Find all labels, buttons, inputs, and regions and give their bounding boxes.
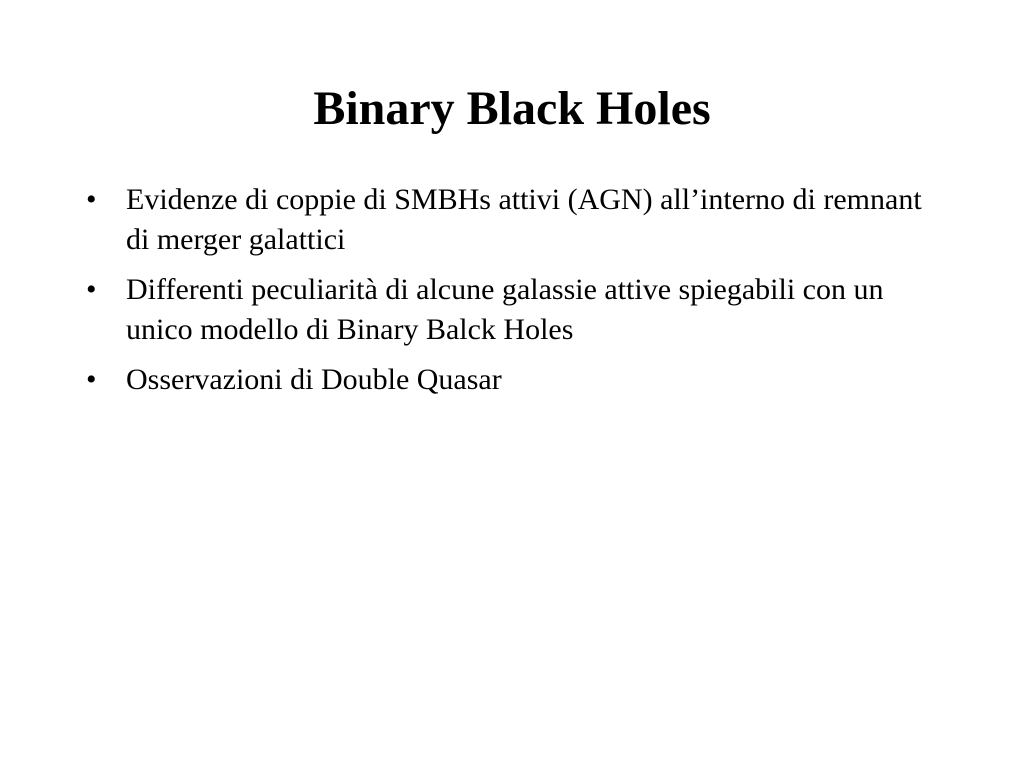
bullet-item-3 <box>84 360 924 400</box>
bullet-item-2 <box>84 270 924 350</box>
bullet-icon: • <box>86 183 97 216</box>
slide-title: Binary Black Holes <box>313 82 711 135</box>
bullet-text-2: Differenti peculiarità di alcune galassie attive spiegabili con un unico modello di Binary Balck Holes <box>126 273 884 346</box>
bullet-list <box>84 180 924 410</box>
bullet-item-1 <box>84 180 924 260</box>
bullet-icon: • <box>86 273 97 306</box>
bullet-text-1: Evidenze di coppie di SMBHs attivi (AGN) all’interno di remnant di merger galattici <box>126 183 922 256</box>
bullet-text-3: Osservazioni di Double Quasar <box>126 363 502 396</box>
bullet-icon: • <box>86 363 97 396</box>
